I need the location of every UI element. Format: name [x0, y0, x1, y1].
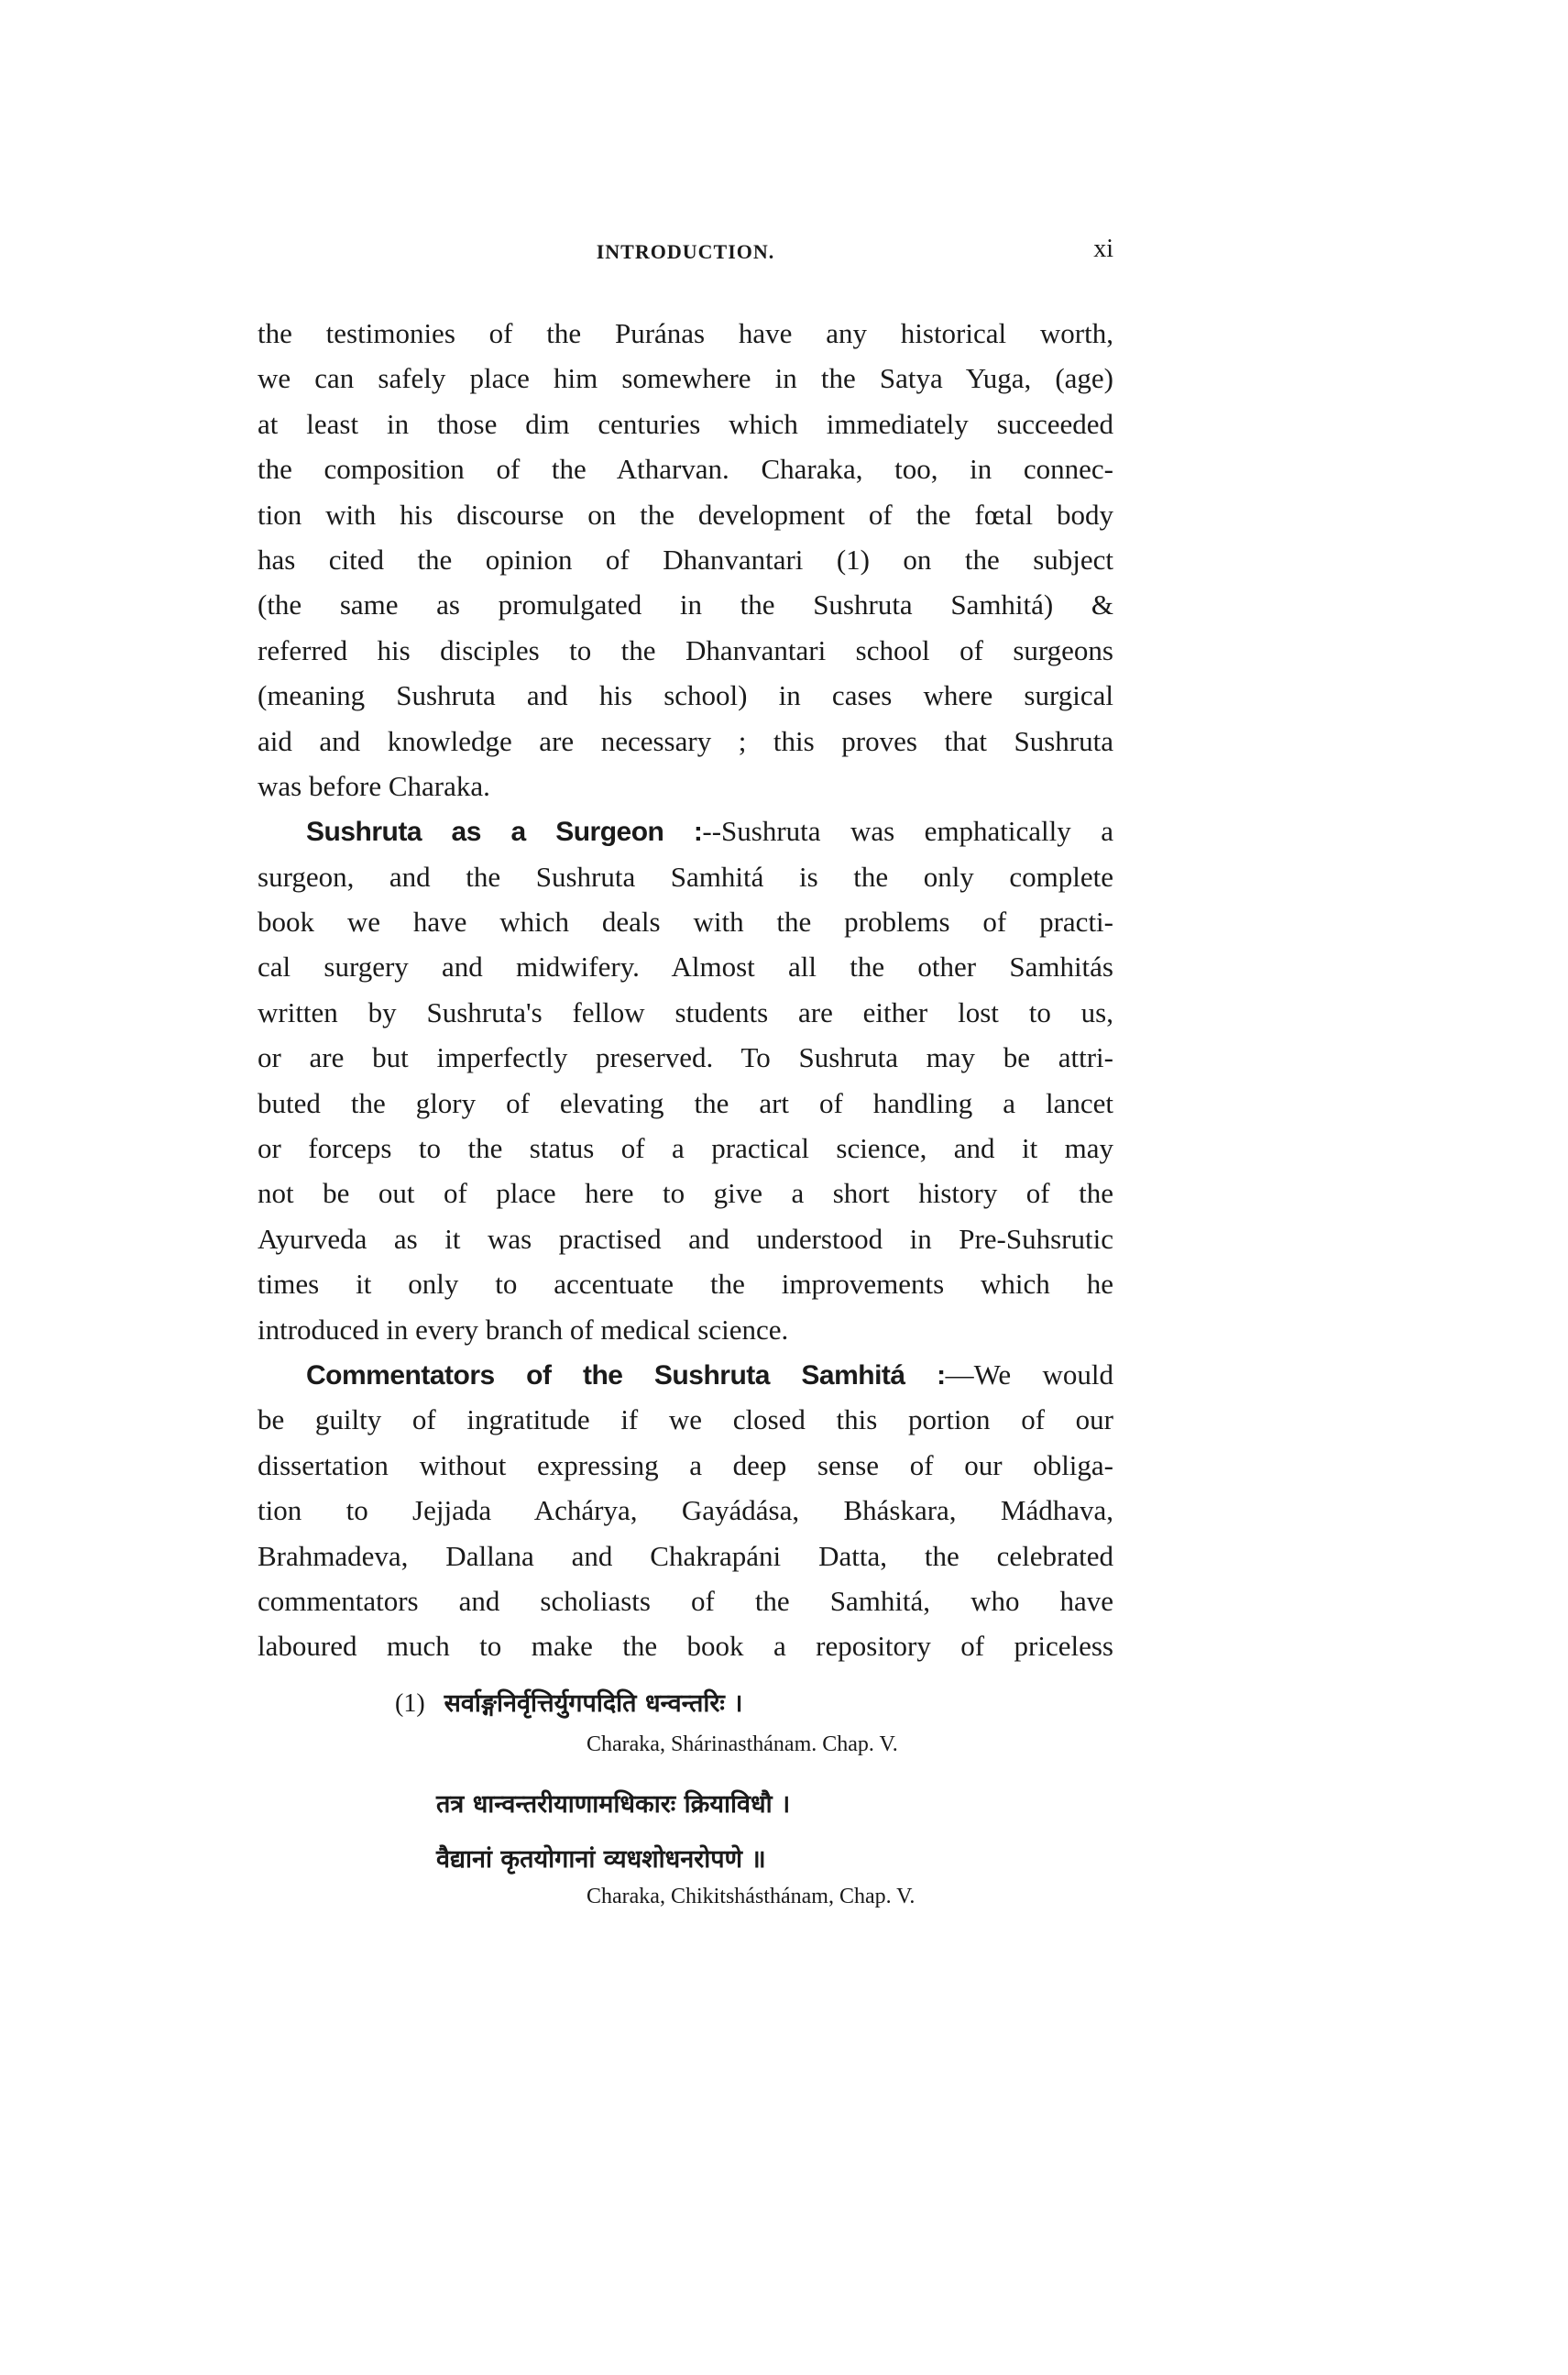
- body-text: [258, 311, 1113, 1669]
- text-line: or forceps to the status of a practical science, and it may: [258, 1132, 1113, 1165]
- text-line: book we have which deals with the problems of practi-: [258, 906, 1113, 939]
- text-line: or are but imperfectly preserved. To Sushruta may be attri-: [258, 1041, 1113, 1074]
- sanskrit-quote: वैद्यानां कृतयोगानां व्यधशोधनरोपणे ॥: [436, 1845, 766, 1874]
- text-line: referred his disciples to the Dhanvantari school of surgeons: [258, 633, 1113, 666]
- text-line: at least in those dim centuries which immediately succeeded: [258, 407, 1113, 440]
- text-line: buted the glory of elevating the art of handling a lancet: [258, 1086, 1113, 1119]
- text-line: cal surgery and midwifery. Almost all the other Samhitás: [258, 951, 1113, 984]
- running-title: INTRODUCTION.: [596, 240, 775, 263]
- text-line: be guilty of ingratitude if we closed this portion of our: [258, 1403, 1113, 1436]
- section-heading: Sushruta as a Surgeon :: [306, 817, 703, 848]
- text-line: (the same as promulgated in the Sushruta Samhitá) &: [258, 588, 1113, 621]
- text-line: was before Charaka.: [258, 769, 490, 802]
- section-heading: Commentators of the Sushruta Samhitá :: [306, 1359, 946, 1391]
- line-text: --Sushruta was emphatically a: [702, 815, 1113, 848]
- text-line: times it only to accentuate the improvements which he: [258, 1268, 1113, 1301]
- text-line: commentators and scholiasts of the Samhitá, who have: [258, 1584, 1113, 1617]
- page-number: xi: [1093, 235, 1113, 263]
- footnote-citation: Charaka, Chikitshásthánam, Chap. V.: [587, 1885, 916, 1908]
- text-line: Ayurveda as it was practised and understood in Pre-Suhsrutic: [258, 1222, 1113, 1255]
- paragraph-antiquity: [258, 311, 1113, 808]
- text-line: introduced in every branch of medical science.: [258, 1313, 789, 1346]
- text-line: dissertation without expressing a deep sense of our obliga-: [258, 1448, 1113, 1481]
- text-line: laboured much to make the book a repository of priceless: [258, 1630, 1113, 1663]
- paragraph-sushruta-as-surgeon: [258, 808, 1113, 1352]
- text-line: not be out of place here to give a short history of the: [258, 1177, 1113, 1210]
- text-line: has cited the opinion of Dhanvantari (1) on the subject: [258, 543, 1113, 576]
- footnote-citation: Charaka, Shárinasthánam. Chap. V.: [587, 1732, 898, 1756]
- text-line: tion with his discourse on the development of the fœtal body: [258, 498, 1113, 531]
- footnote-1: [395, 1685, 742, 1719]
- page-header: [258, 235, 1113, 280]
- footnote-marker: (1): [395, 1689, 425, 1718]
- text-line: Brahmadeva, Dallana and Chakrapáni Datta, the celebrated: [258, 1539, 1113, 1572]
- text-line: surgeon, and the Sushruta Samhitá is the only complete: [258, 860, 1113, 893]
- sanskrit-quote: तत्र धान्वन्तरीयाणामधिकारः क्रियाविधौ ।: [436, 1790, 791, 1819]
- text-line: (meaning Sushruta and his school) in cases where surgical: [258, 679, 1113, 712]
- text-line: written by Sushruta's fellow students are either lost to us,: [258, 995, 1113, 1028]
- text-line: we can safely place him somewhere in the Satya Yuga, (age): [258, 362, 1113, 395]
- text-line: aid and knowledge are necessary ; this proves that Sushruta: [258, 724, 1113, 757]
- line-text: —We would: [945, 1358, 1113, 1391]
- paragraph-first-line: [258, 808, 1113, 853]
- text-line: the testimonies of the Puránas have any historical worth,: [258, 317, 1113, 349]
- text-line: tion to Jejjada Achárya, Gayádása, Bháskara, Mádhava,: [258, 1494, 1113, 1527]
- text-line: the composition of the Atharvan. Charaka, too, in connec-: [258, 453, 1113, 486]
- paragraph-commentators: [258, 1352, 1113, 1669]
- sanskrit-quote: सर्वाङ्गनिर्वृत्तिर्युगपदिति धन्वन्तरिः ।: [444, 1689, 743, 1718]
- paragraph-first-line: [258, 1352, 1113, 1397]
